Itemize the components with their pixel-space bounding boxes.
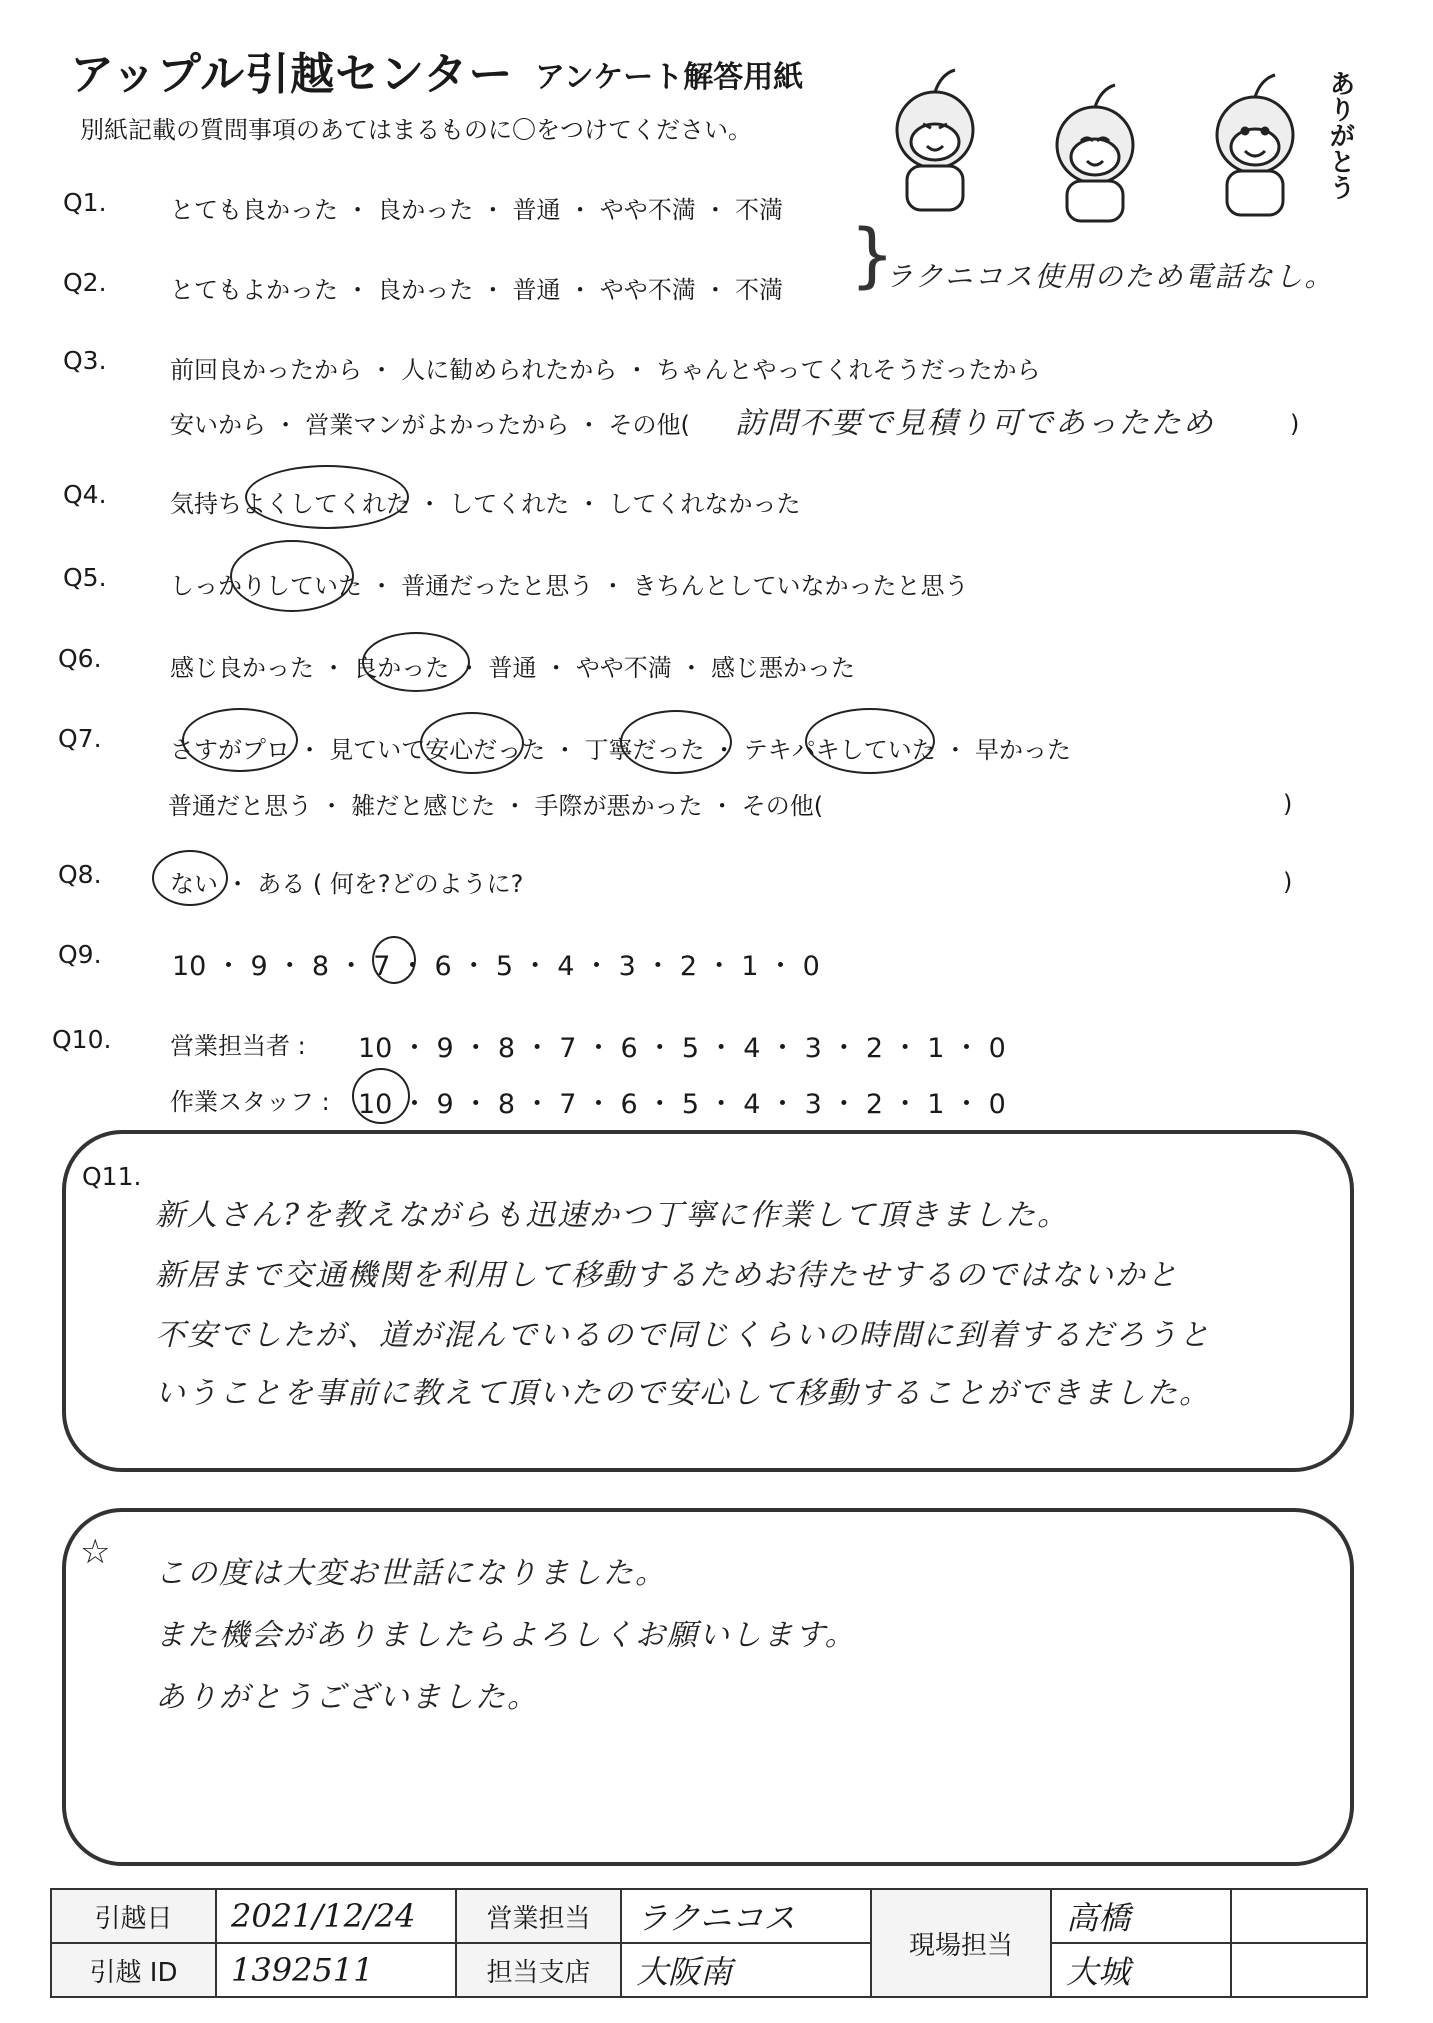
q3-other-answer: 訪問不要で見積り可であったため [735,406,1215,441]
blank-cell-2 [1231,1943,1367,1997]
q6-options: 感じ良かった ・ 良かった ・ 普通 ・ やや不満 ・ 感じ悪かった [170,654,856,682]
instruction-text: 別紙記載の質問事項のあてはまるものに〇をつけてください。 [80,116,752,144]
site-staff-1: 高橋 [1051,1889,1231,1943]
move-date-value: 2021/12/24 [216,1889,456,1943]
star-comment-line-3: ありがとうございました。 [155,1680,539,1715]
move-id-label: 引越 ID [51,1943,216,1997]
form-subtitle: アンケート解答用紙 [535,60,804,95]
q10-staff-label: 作業スタッフ : [170,1088,330,1116]
q3-label: Q3. [63,346,107,375]
q8-selection-circle [152,850,228,906]
q7-selection-circle-tekipaki [805,708,935,774]
q6-selection-circle [362,632,470,692]
site-staff-label: 現場担当 [871,1889,1051,1997]
move-id-value: 1392511 [216,1943,456,1997]
q9-label: Q9. [58,940,102,969]
brand-title: アップル引越センター [70,49,514,100]
mascot-thanks-text: ありがとう [1325,70,1355,200]
q6-label: Q6. [58,644,102,673]
q3-close-paren: ) [1290,410,1300,438]
q5-label: Q5. [63,563,107,592]
q5-options: しっかりしていた ・ 普通だったと思う ・ きちんとしていなかったと思う [170,572,969,600]
q4-selection-circle [245,465,409,529]
q7-selection-circle-anshin [420,712,524,774]
star-comment-line-2: また機会がありましたらよろしくお願いします。 [155,1618,857,1653]
q3-options-line1: 前回良かったから ・ 人に勧められたから ・ ちゃんとやってくれそうだったから [170,356,1041,384]
q8-label: Q8. [58,860,102,889]
q11-comment-line-1: 新人さん?を教えながらも迅速かつ丁寧に作業して頂きました。 [155,1198,1070,1233]
branch-label: 担当支店 [456,1943,621,1997]
q3-options-line2: 安いから ・ 営業マンがよかったから ・ その他( [170,411,690,439]
sales-rep-value: ラクニコス [621,1889,871,1943]
q11-comment-box [62,1130,1354,1472]
q4-label: Q4. [63,480,107,509]
q11-comment-line-3: 不安でしたが、道が混んでいるので同じくらいの時間に到着するだろうと [155,1318,1211,1353]
sales-rep-label: 営業担当 [456,1889,621,1943]
q9-scale: 10 ・ 9 ・ 8 ・ 7 ・ 6 ・ 5 ・ 4 ・ 3 ・ 2 ・ 1 ・ 0 [172,951,820,982]
q1-q2-handwritten-note: ラクニコス使用のため電話なし。 [885,260,1335,293]
q8-options: ない ・ ある ( 何を?どのように? [170,870,524,898]
q7-close-paren: ) [1283,790,1293,818]
move-info-table [50,1888,1368,1998]
q11-comment-line-2: 新居まで交通機関を利用して移動するためお待たせするのではないかと [155,1258,1179,1293]
q2-options: とてもよかった ・ 良かった ・ 普通 ・ やや不満 ・ 不満 [170,276,784,304]
move-date-label: 引越日 [51,1889,216,1943]
q1-label: Q1. [63,188,107,217]
q10-sales-label: 営業担当者 : [170,1032,306,1060]
q8-close-paren: ) [1283,868,1293,896]
q7-selection-circle-pro [182,708,298,772]
blank-cell-1 [1231,1889,1367,1943]
q7-options-line1: さすがプロ ・ 見ていて安心だった ・ 丁寧だった ・ テキパキしていた ・ 早かった [170,736,1072,764]
q1-q2-brace: } [850,214,895,296]
q11-label: Q11. [82,1162,142,1191]
q7-options-line2: 普通だと思う ・ 雑だと感じた ・ 手際が悪かった ・ その他( [168,792,824,820]
q10-sales-scale: 10 ・ 9 ・ 8 ・ 7 ・ 6 ・ 5 ・ 4 ・ 3 ・ 2 ・ 1 ・ 0 [358,1033,1006,1064]
q7-selection-circle-teinei [620,710,732,774]
mascot-monkeys-illustration [885,55,1355,225]
q10-staff-scale: 10 ・ 9 ・ 8 ・ 7 ・ 6 ・ 5 ・ 4 ・ 3 ・ 2 ・ 1 ・ 0 [358,1089,1006,1120]
q10-staff-selection-circle [352,1068,410,1124]
q9-selection-circle [372,936,416,984]
q4-options: 気持ちよくしてくれた ・ してくれた ・ してくれなかった [170,490,801,518]
q11-comment-line-4: いうことを事前に教えて頂いたので安心して移動することができました。 [155,1376,1211,1411]
site-staff-2: 大城 [1051,1943,1231,1997]
q5-selection-circle [230,540,354,612]
star-label: ☆ [80,1532,111,1572]
q7-label: Q7. [58,724,102,753]
branch-value: 大阪南 [621,1943,871,1997]
q1-options: とても良かった ・ 良かった ・ 普通 ・ やや不満 ・ 不満 [170,196,784,224]
star-comment-line-1: この度は大変お世話になりました。 [155,1556,667,1591]
q10-label: Q10. [52,1025,112,1054]
q2-label: Q2. [63,268,107,297]
